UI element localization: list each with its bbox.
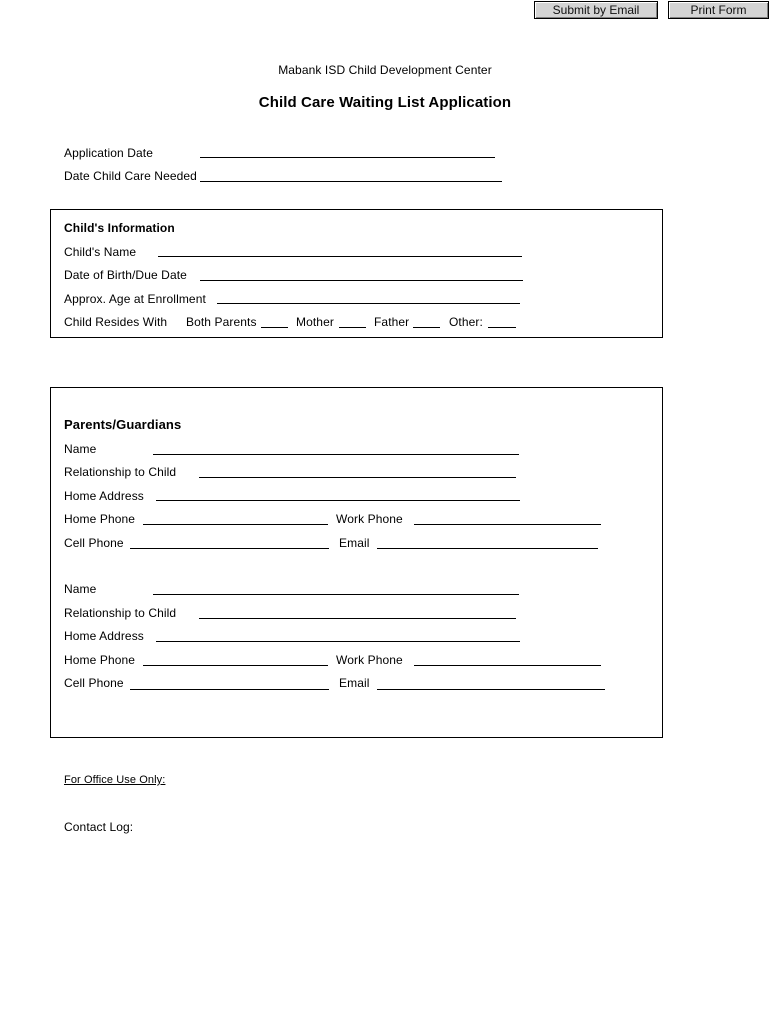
guardian1-work-phone-label: Work Phone	[336, 512, 403, 526]
guardian2-cell-phone-label: Cell Phone	[64, 676, 124, 690]
dob-field[interactable]	[200, 280, 523, 281]
child-name-field[interactable]	[158, 256, 522, 257]
guardian1-home-phone-field[interactable]	[143, 524, 328, 525]
guardian2-relationship-field[interactable]	[199, 618, 516, 619]
contact-log-label: Contact Log:	[64, 820, 134, 834]
guardian1-address-label: Home Address	[64, 489, 144, 503]
guardian1-address-field[interactable]	[156, 500, 520, 501]
office-use-label: For Office Use Only:	[64, 774, 166, 786]
age-label: Approx. Age at Enrollment	[64, 292, 206, 306]
guardian1-email-label: Email	[339, 536, 370, 550]
guardian1-cell-phone-label: Cell Phone	[64, 536, 124, 550]
date-needed-field[interactable]	[200, 181, 502, 182]
parents-heading: Parents/Guardians	[64, 417, 182, 432]
guardian2-cell-phone-field[interactable]	[130, 689, 329, 690]
application-date-field[interactable]	[200, 157, 495, 158]
guardian2-work-phone-field[interactable]	[414, 665, 601, 666]
guardian1-work-phone-field[interactable]	[414, 524, 601, 525]
guardian2-home-phone-label: Home Phone	[64, 653, 136, 667]
submit-by-email-button[interactable]: Submit by Email	[534, 1, 658, 19]
guardian2-name-field[interactable]	[153, 594, 519, 595]
guardian2-email-field[interactable]	[377, 689, 605, 690]
guardian2-name-label: Name	[64, 582, 97, 596]
page-title: Child Care Waiting List Application	[258, 94, 512, 111]
both-parents-field[interactable]	[261, 327, 288, 328]
guardian2-email-label: Email	[339, 676, 370, 690]
guardian1-relationship-label: Relationship to Child	[64, 465, 177, 479]
dob-label: Date of Birth/Due Date	[64, 268, 187, 282]
mother-label: Mother	[296, 315, 334, 329]
other-field[interactable]	[488, 327, 516, 328]
other-label: Other:	[449, 315, 483, 329]
application-date-label: Application Date	[64, 146, 153, 160]
guardian2-home-phone-field[interactable]	[143, 665, 328, 666]
guardian2-relationship-label: Relationship to Child	[64, 606, 177, 620]
guardian1-name-label: Name	[64, 442, 97, 456]
guardian1-cell-phone-field[interactable]	[130, 548, 329, 549]
age-field[interactable]	[217, 303, 520, 304]
guardian2-address-field[interactable]	[156, 641, 520, 642]
guardian2-work-phone-label: Work Phone	[336, 653, 403, 667]
father-label: Father	[374, 315, 410, 329]
child-name-label: Child's Name	[64, 245, 137, 259]
guardian2-address-label: Home Address	[64, 629, 144, 643]
both-parents-label: Both Parents	[186, 315, 257, 329]
mother-field[interactable]	[339, 327, 366, 328]
guardian1-relationship-field[interactable]	[199, 477, 516, 478]
resides-label: Child Resides With	[64, 315, 168, 329]
father-field[interactable]	[413, 327, 440, 328]
org-name: Mabank ISD Child Development Center	[278, 63, 492, 77]
child-info-heading: Child's Information	[64, 221, 175, 235]
print-form-button[interactable]: Print Form	[668, 1, 769, 19]
guardian1-name-field[interactable]	[153, 454, 519, 455]
guardian1-home-phone-label: Home Phone	[64, 512, 136, 526]
guardian1-email-field[interactable]	[377, 548, 598, 549]
date-needed-label: Date Child Care Needed	[64, 169, 197, 183]
